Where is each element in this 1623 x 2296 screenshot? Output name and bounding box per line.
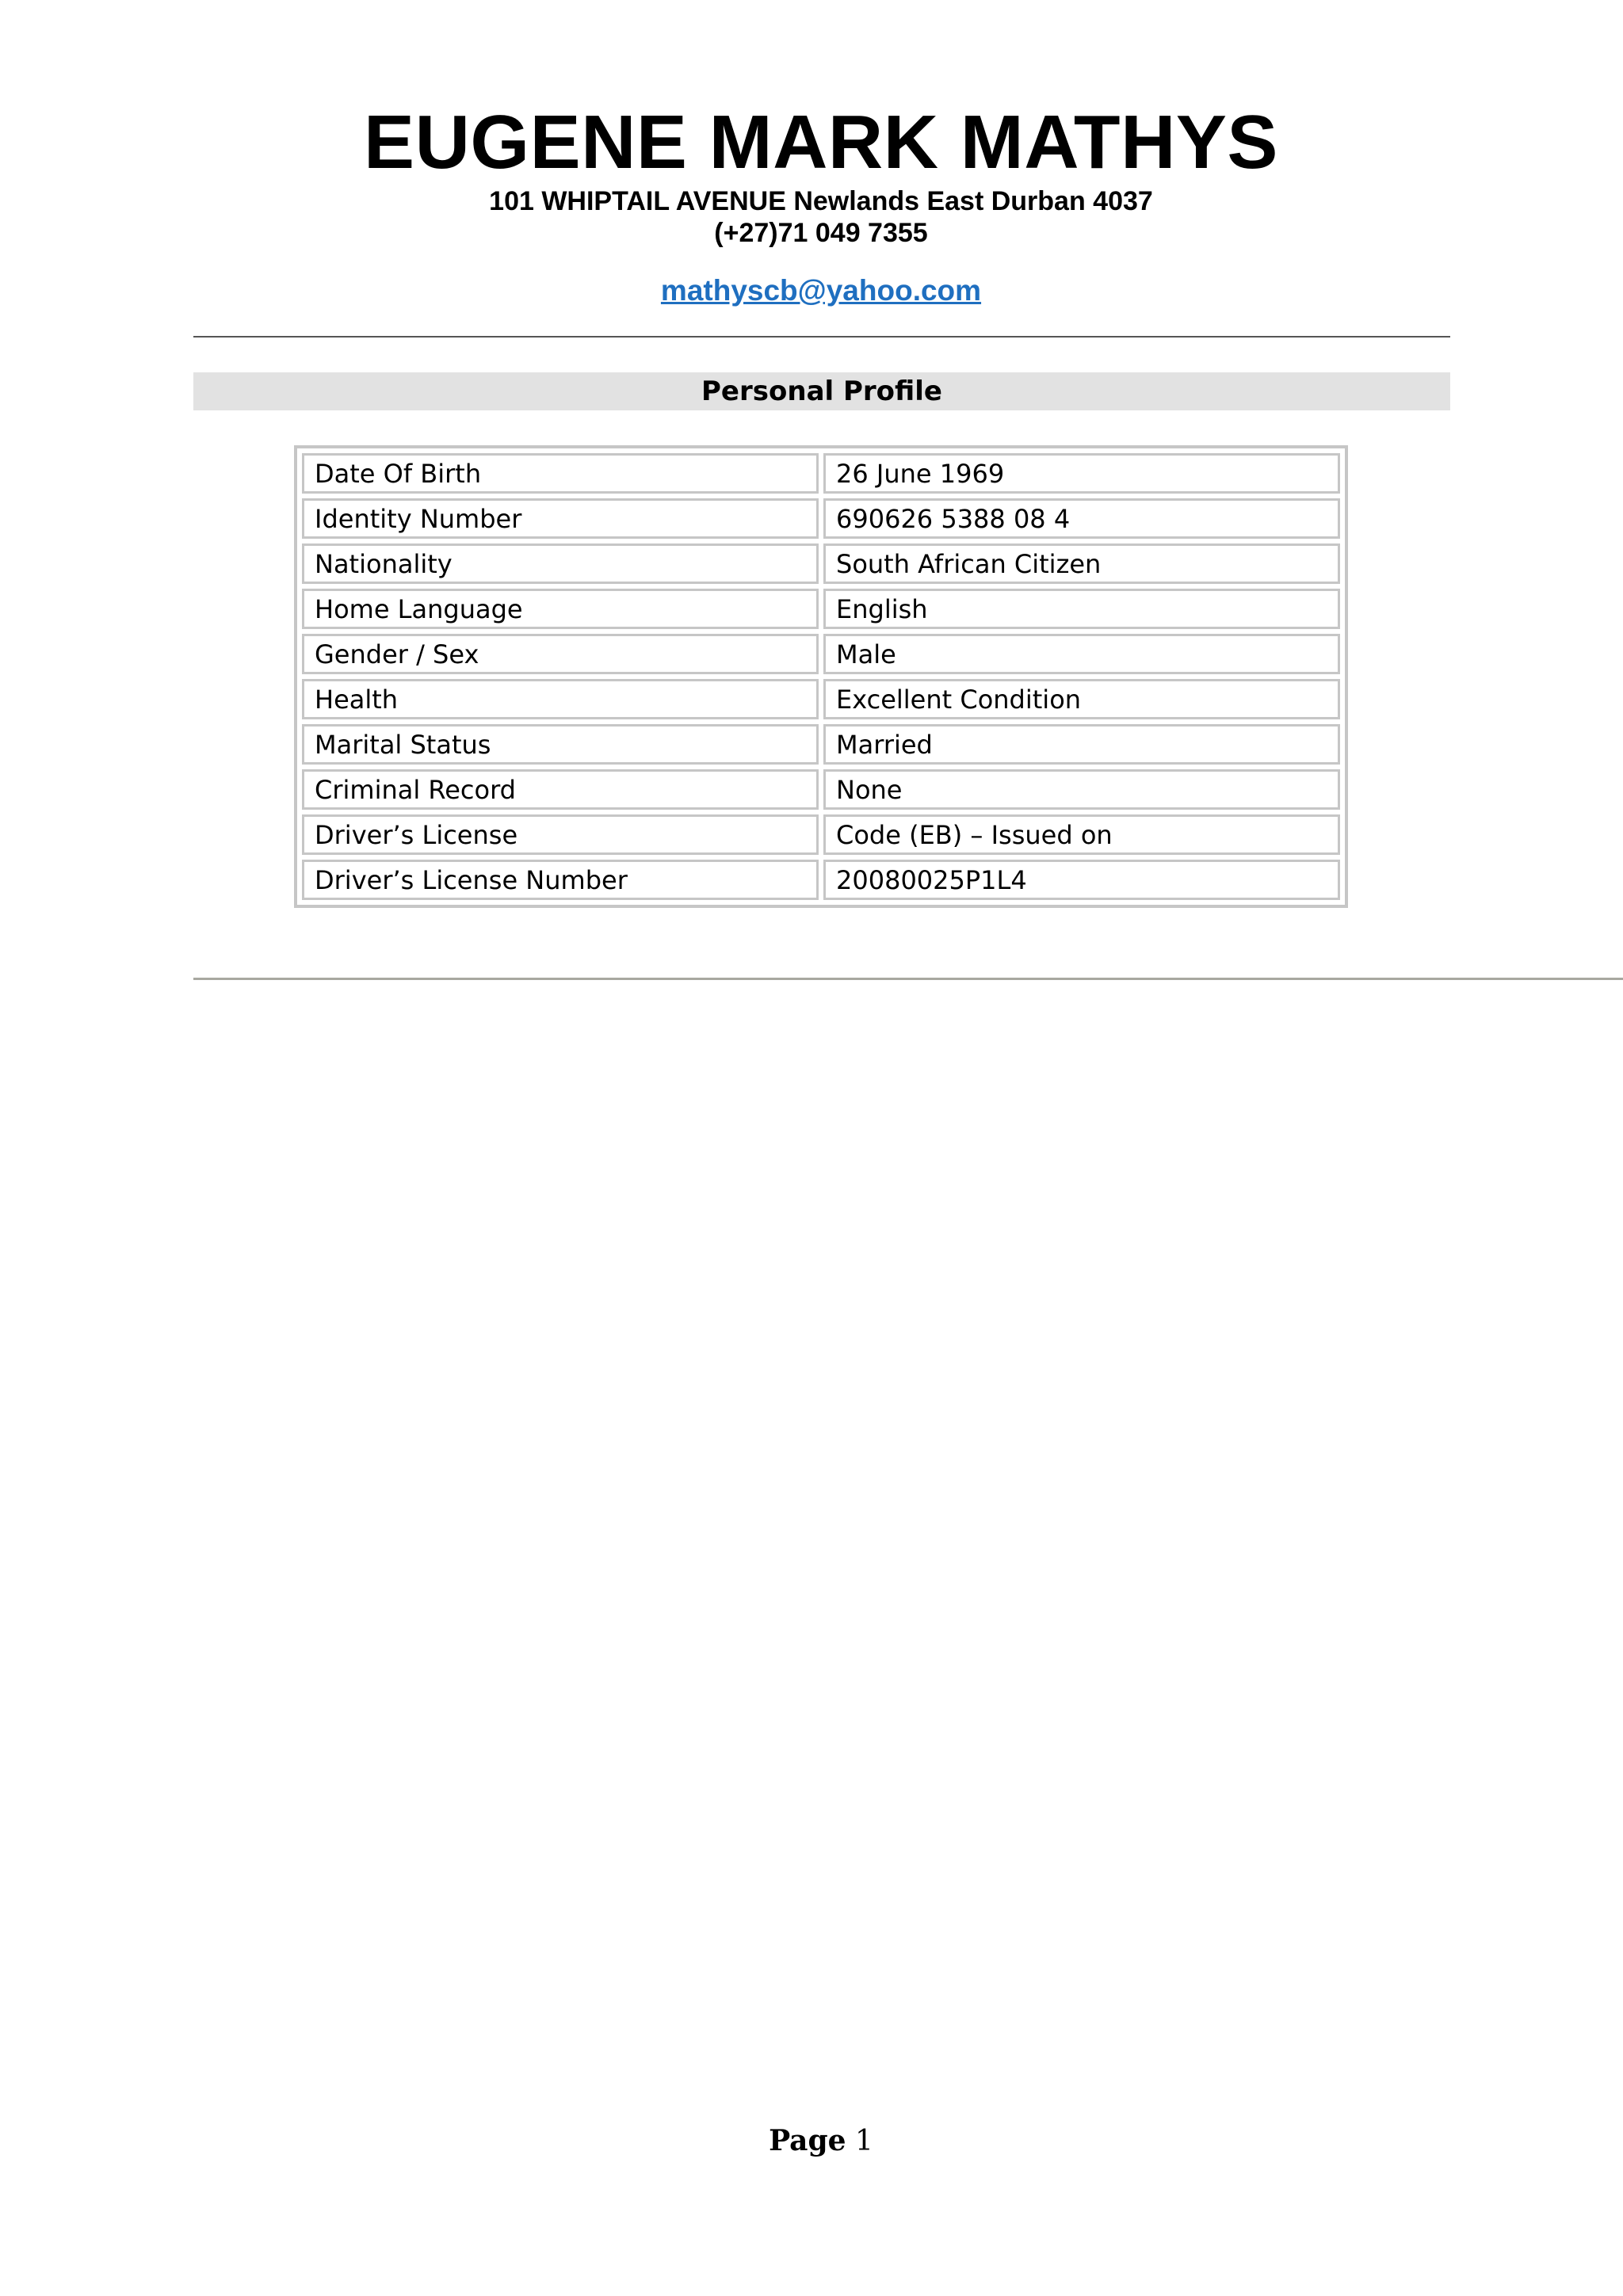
profile-label: Date Of Birth [302,453,819,494]
email-link[interactable]: mathyscb@yahoo.com [660,274,982,307]
profile-value: Married [823,724,1340,765]
profile-label: Criminal Record [302,769,819,810]
page-footer [0,2123,1623,2159]
phone-number: (+27)71 049 7355 [714,218,928,248]
profile-label: Health [302,679,819,719]
profile-value: South African Citizen [823,543,1340,584]
candidate-name: EUGENE MARK MATHYS [364,100,1278,185]
section-title-personal-profile: Personal Profile [193,372,1450,410]
profile-label: Driver’s License [302,814,819,855]
profile-value: 690626 5388 08 4 [823,498,1340,539]
profile-value: Code (EB) – Issued on [823,814,1340,855]
personal-profile-table [294,445,1348,908]
table-row [302,769,1340,810]
profile-value: 26 June 1969 [823,453,1340,494]
profile-label: Gender / Sex [302,634,819,674]
email-line [0,273,1623,308]
profile-value: English [823,589,1340,629]
profile-label: Identity Number [302,498,819,539]
header-divider [193,336,1450,338]
page-label: Page [769,2124,846,2157]
table-row [302,814,1340,855]
table-row [302,724,1340,765]
profile-label: Marital Status [302,724,819,765]
profile-value: None [823,769,1340,810]
profile-label: Home Language [302,589,819,629]
table-row [302,589,1340,629]
table-row [302,679,1340,719]
profile-value: Excellent Condition [823,679,1340,719]
table-row [302,453,1340,494]
section-divider [193,978,1623,980]
profile-label: Nationality [302,543,819,584]
address-line: 101 WHIPTAIL AVENUE Newlands East Durban 4037 [489,186,1153,216]
page-number: 1 [855,2125,873,2157]
profile-table-body [302,453,1340,900]
table-row [302,634,1340,674]
profile-value: 20080025P1L4 [823,860,1340,900]
profile-label: Driver’s License Number [302,860,819,900]
table-row [302,860,1340,900]
table-row [302,498,1340,539]
profile-value: Male [823,634,1340,674]
table-row [302,543,1340,584]
